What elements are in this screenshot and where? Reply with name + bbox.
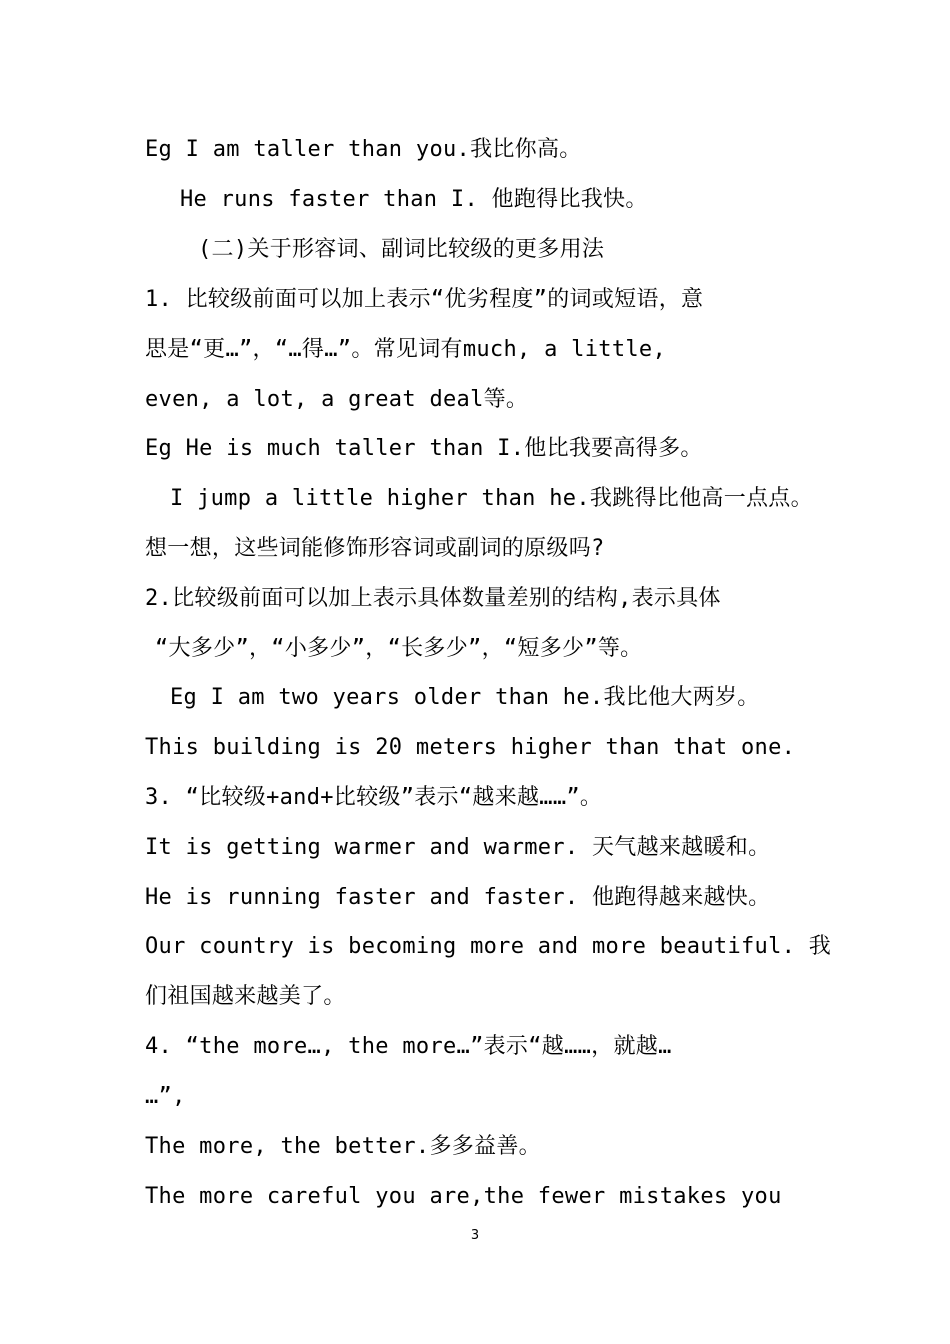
text-line: Eg He is much taller than I.他比我要高得多。 (145, 436, 703, 461)
text-line: This building is 20 meters higher than that one. (145, 735, 796, 760)
text-line: 想一想，这些词能修饰形容词或副词的原级吗? (145, 536, 605, 561)
section-heading: (二)关于形容词、副词比较级的更多用法 (198, 237, 605, 262)
text-line: Our country is becoming more and more beautiful. 我 (145, 934, 832, 959)
text-line: Eg I am two years older than he.我比他大两岁。 (170, 685, 760, 710)
text-line: even, a lot, a great deal等。 (145, 387, 529, 412)
text-line: I jump a little higher than he.我跳得比他高一点点。 (170, 486, 813, 511)
text-line: The more careful you are,the fewer mistakes you (145, 1184, 782, 1209)
text-line: 思是“更…”，“…得…”。常见词有much, a little, (145, 337, 666, 362)
text-line: 3. “比较级+and+比较级”表示“越来越……”。 (145, 785, 603, 810)
text-line: Eg I am taller than you.我比你高。 (145, 137, 582, 162)
page-number: 3 (470, 1228, 480, 1243)
text-line: 1. 比较级前面可以加上表示“优劣程度”的词或短语，意 (145, 287, 704, 312)
text-line: 4. “the more…, the more…”表示“越……，就越… (145, 1034, 672, 1059)
text-line: 们祖国越来越美了。 (145, 984, 346, 1009)
text-line: The more, the better.多多益善。 (145, 1134, 541, 1159)
text-line: He is running faster and faster. 他跑得越来越快。 (145, 885, 771, 910)
text-line: He runs faster than I. 他跑得比我快。 (180, 187, 648, 212)
text-line: “大多少”，“小多少”，“长多少”，“短多少”等。 (155, 636, 643, 661)
text-line: …”, (145, 1084, 186, 1109)
text-line: It is getting warmer and warmer. 天气越来越暖和。 (145, 835, 771, 860)
text-line: 2.比较级前面可以加上表示具体数量差别的结构,表示具体 (145, 586, 721, 611)
